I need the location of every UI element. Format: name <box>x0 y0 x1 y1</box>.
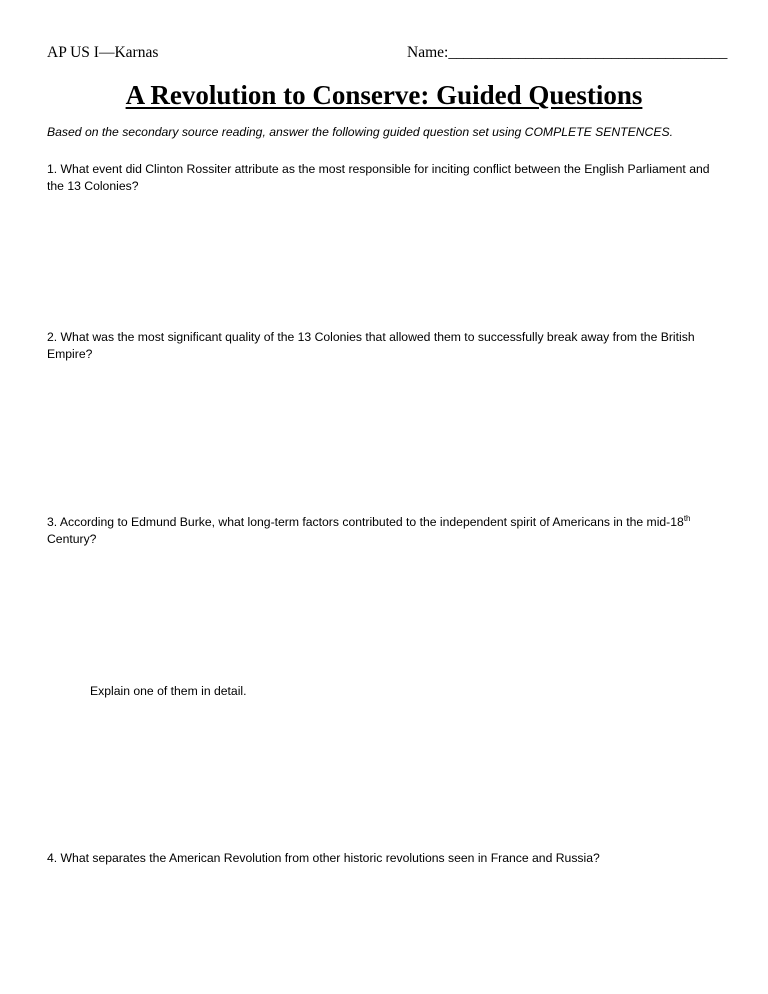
question-3-superscript: th <box>683 513 691 523</box>
question-3 <box>47 514 727 548</box>
page-title: A Revolution to Conserve: Guided Questions <box>125 80 643 110</box>
question-3-text-end: Century? <box>47 532 97 546</box>
question-3-followup: Explain one of them in detail. <box>90 684 247 698</box>
question-3-text: 3. According to Edmund Burke, what long-term factors contributed to the independent spirit of Americans in the mid-18 <box>47 515 684 529</box>
question-1: 1. What event did Clinton Rossiter attribute as the most responsible for inciting conflict between the English Parliament and the 13 Colonies? <box>47 162 710 193</box>
student-name-field[interactable]: Name:____________________________________ <box>407 44 728 61</box>
course-label: AP US I—Karnas <box>47 44 159 61</box>
question-4: 4. What separates the American Revolution from other historic revolutions seen in France and Russia? <box>47 851 600 865</box>
instructions-text: Based on the secondary source reading, answer the following guided question set using COMPLETE SENTENCES. <box>47 125 673 139</box>
question-2: 2. What was the most significant quality of the 13 Colonies that allowed them to successfully break away from the British Empire? <box>47 330 695 361</box>
